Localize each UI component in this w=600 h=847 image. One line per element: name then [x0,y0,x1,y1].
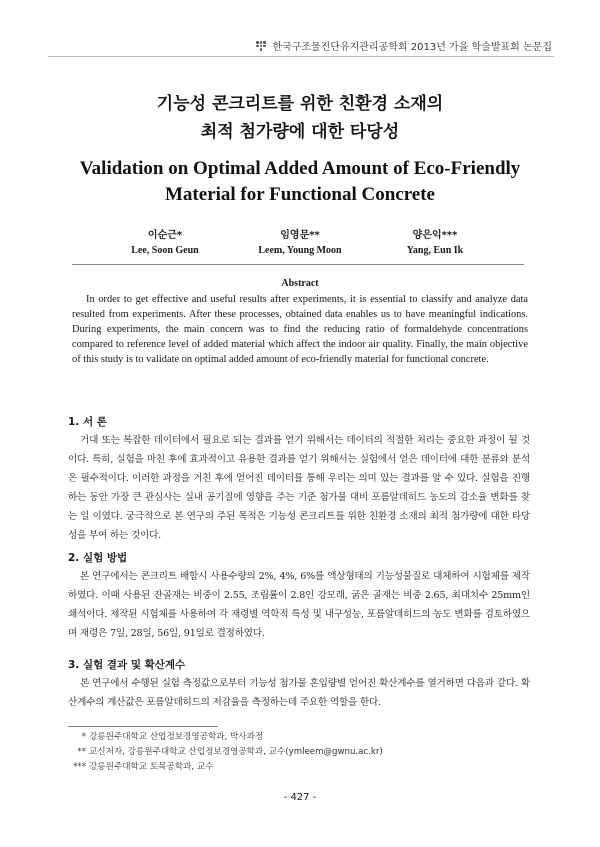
footnotes [70,730,383,775]
footnote-divider [68,726,218,727]
footnote-3 [70,760,383,775]
abstract-text: In order to get effective and useful results after experiments, it is essential to classify and analyze data resulted from experiments. After these processes, obtained data enables us to have meaningful indications. During experiments, the main concern was to find the reducing ratio of formaldehyde concentrations compared to reference level of added material which affect the indoor air quality. Finally, the main objective of this study is to validate on optimal added amount of eco-friendly material for functional concrete. [72,294,528,365]
author-english-name: Yang, Eun Ik [406,245,464,256]
author-english-name: Leem, Young Moon [258,245,342,256]
author-2 [235,228,365,258]
journal-logo-icon [256,41,268,50]
journal-header-text: 한국구조물진단유지관리공학회 2013년 가을 학술발표회 논문집 [272,42,552,53]
korean-title-line-1: 기능성 콘크리트를 위한 친환경 소재의 [156,94,444,114]
author-1 [100,228,230,258]
section-2-heading: 2. 실험 방법 [68,552,128,564]
author-3 [370,228,500,258]
journal-header [256,38,552,53]
section-3-heading: 3. 실험 결과 및 확산계수 [68,659,186,671]
english-title-line-2: Material for Functional Concrete [165,184,435,205]
header-divider [48,56,554,57]
author-korean-name: 양은익*** [412,230,458,241]
footnote-1 [70,730,383,745]
author-korean-name: 이순근* [147,230,183,241]
page-number: - 427 - [283,792,317,803]
section-1-heading: 1. 서 론 [68,416,107,428]
korean-title [0,90,600,146]
footnote-text: 강릉원주대학교 토목공학과, 교수 [89,762,214,772]
author-korean-name: 임영문** [280,230,320,241]
author-english-name: Lee, Soon Geun [131,245,199,256]
author-divider [72,264,524,265]
abstract-heading: Abstract [281,278,319,289]
english-title-line-1: Validation on Optimal Added Amount of Eco-Friendly [79,158,521,179]
section-1-text: 거대 또는 복잡한 데이터에서 필요로 되는 결과를 얻기 위해서는 데이터의 적절한 처리는 중요한 과정이 될 것이다. 특히, 실험을 마친 후에 효과적이고 유용한 결과를 얻기 위해서는 실험에서 얻은 데이터에 대한 분류와 분석은 필수적이다. 이러한 과정을 거친 후에 얻어진 데이터를 통해 우리는 의미 있는 결과를 알 수 있다. 실험을 진행하는 동안 가장 큰 관심사는 실내 공기질에 영향을 주는 기준 첨가물 대비 포름알데히드 농도의 감소율 변화를 찾는 일 이였다. 궁극적으로 본 연구의 주된 목적은 기능성 콘크리트를 위한 친환경 소재의 최적 첨가량에 대한 타당성을 부여 하는 것이다. [68,435,530,541]
footnote-2 [70,745,383,760]
author-list [100,228,500,258]
footnote-text: 강릉원주대학교 산업정보경영공학과, 박사과정 [89,732,264,742]
footnote-mark: ** [77,747,86,757]
footnote-mark: * [81,732,86,742]
section-3-text: 본 연구에서 수행된 실험 측정값으로부터 기능성 첨가물 혼입량별 얻어진 확산계수를 열거하면 다음과 같다. 확산계수의 계산값은 포름알데히드의 저감율을 측정하는데 주요한 역할을 한다. [68,678,530,708]
english-title [0,156,600,208]
korean-title-line-2: 최적 첨가량에 대한 타당성 [200,122,400,142]
footnote-text: 교신저자, 강릉원주대학교 산업정보경영공학과, 교수(ymleem@gwnu.ac.kr) [89,747,383,757]
footnote-mark: *** [73,762,86,772]
section-2-text: 본 연구에서는 콘크리트 배합시 사용수량의 2%, 4%, 6%를 액상형태의 기능성물질로 대체하여 시험체를 제작하였다. 이때 사용된 잔골재는 비중이 2.55, 조립률이 2.8인 강모래, 굵은 골재는 비중 2.65, 최대치수 25mm인 쇄석이다. 제작된 시험체를 사용하여 각 재령별 역학적 특성 및 내구성능, 포름알데히드의 농도 변화를 검토하였으며 재령은 7일, 28일, 56일, 91일로 결정하였다. [68,571,530,639]
